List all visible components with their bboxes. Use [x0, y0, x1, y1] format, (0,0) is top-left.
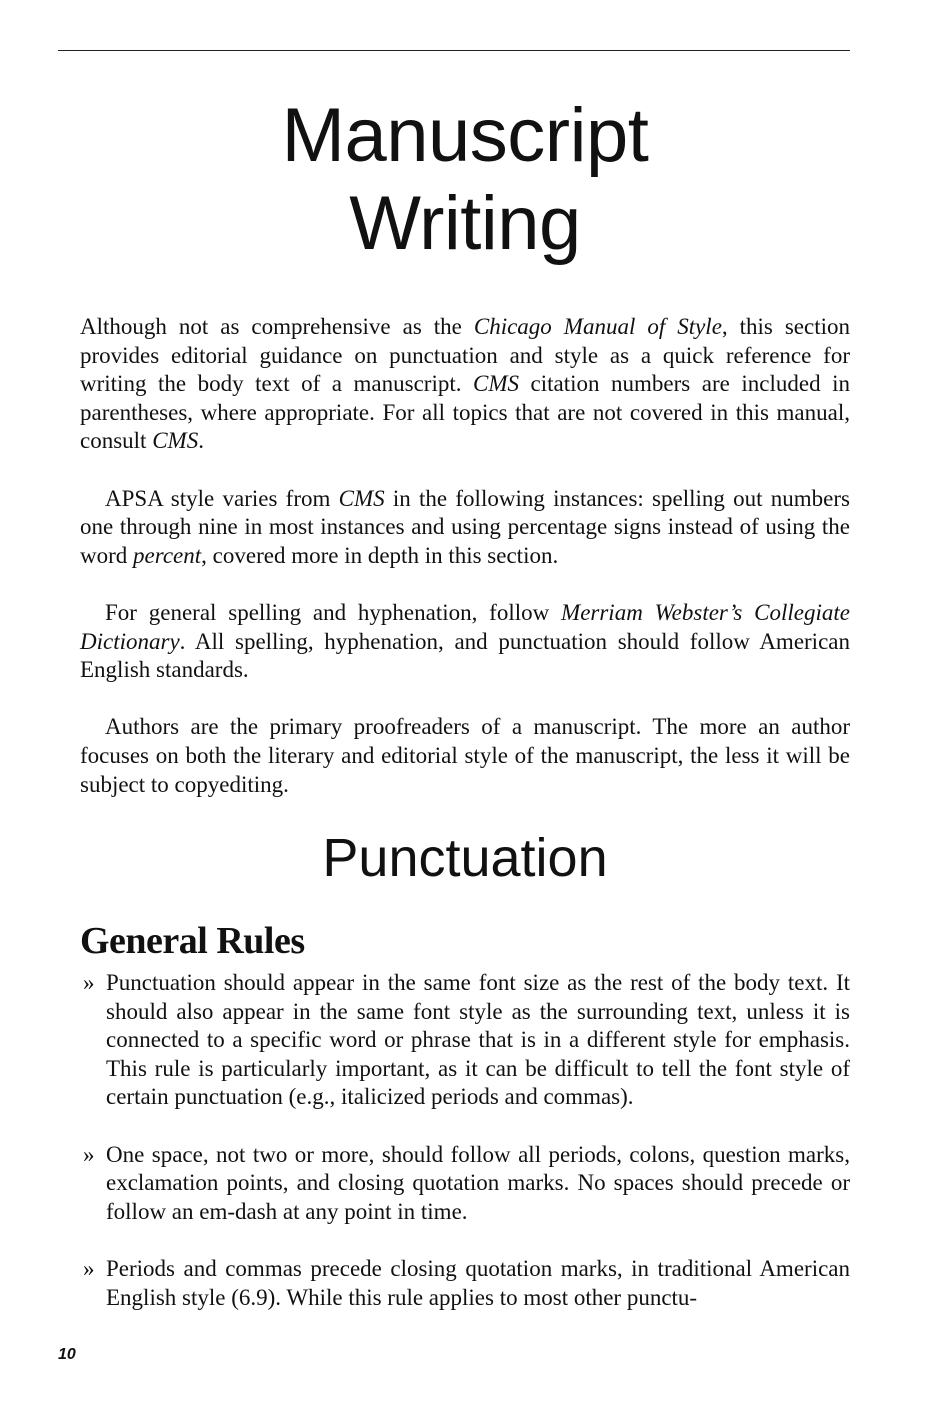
text: in the following instances: spelling out numbers one through nine in most instances and using percentage signs instead of using the word [80, 485, 850, 568]
text: , covered more in depth in this section. [201, 542, 559, 568]
subsection-heading: General Rules [80, 920, 305, 962]
text: Although not as comprehensive as the [80, 314, 474, 339]
italic-text: CMS [473, 371, 520, 397]
list-item-text: Punctuation should appear in the same font size as the rest of the body text. It should also appear in the same font style as the surrounding text, unless it is connected to a specific word or phrase that is in a different style for emphasis. This rule is particularly important, as it can be difficult to tell the font style of certain punctuation (e.g., italicized periods and commas). [106, 970, 850, 1110]
paragraph-1 [80, 313, 850, 456]
list-item-text: One space, not two or more, should follow all periods, colons, question marks, exclamation points, and closing quotation marks. No spaces should precede or follow an em-dash at any point in time. [106, 1141, 850, 1224]
text: For general spelling and hyphenation, follow [105, 599, 562, 625]
text: . [198, 428, 204, 454]
bullet-marker-icon: » [83, 1255, 95, 1281]
list-item [80, 1141, 850, 1227]
italic-text: Chicago Manual of Style [473, 314, 722, 339]
italic-text: CMS [152, 428, 199, 454]
italic-text: Merriam Webster’s Collegiate Dictionary [80, 599, 850, 654]
section-heading: Punctuation [322, 828, 608, 888]
intro-text [80, 313, 850, 828]
text: Authors are the primary proofreaders of a manuscript. The more an author focuses on both the literary and editorial style of the manuscript, the less it will be subject to copyediting. [80, 714, 850, 797]
italic-text: percent [133, 542, 202, 568]
page-title [0, 92, 930, 268]
bullet-marker-icon: » [83, 970, 95, 995]
title-line-2: Writing [349, 181, 581, 266]
text: . All spelling, hyphenation, and punctuation should follow American English standards. [80, 628, 850, 683]
list-item [80, 1255, 850, 1312]
page-number: 10 [58, 1346, 76, 1363]
text: citation numbers are included in parentheses, where appropriate. For all topics that are not covered in this manual, consult [80, 371, 850, 454]
text: APSA style varies from [105, 485, 339, 511]
header-rule [58, 50, 850, 51]
italic-text: CMS [338, 485, 385, 511]
bullet-marker-icon: » [83, 1141, 95, 1167]
bullet-list [80, 969, 850, 1341]
paragraph-3 [80, 599, 850, 685]
paragraph-4 [80, 713, 850, 799]
list-item [80, 969, 850, 1112]
list-item-text: Periods and commas precede closing quotation marks, in traditional American English style (6.9). While this rule applies to most other punctu- [106, 1255, 850, 1310]
title-line-1: Manuscript [281, 93, 649, 178]
text: , this section provides editorial guidance on punctuation and style as a quick reference for writing the body text of a manuscript. [80, 314, 851, 397]
paragraph-2 [80, 485, 850, 571]
